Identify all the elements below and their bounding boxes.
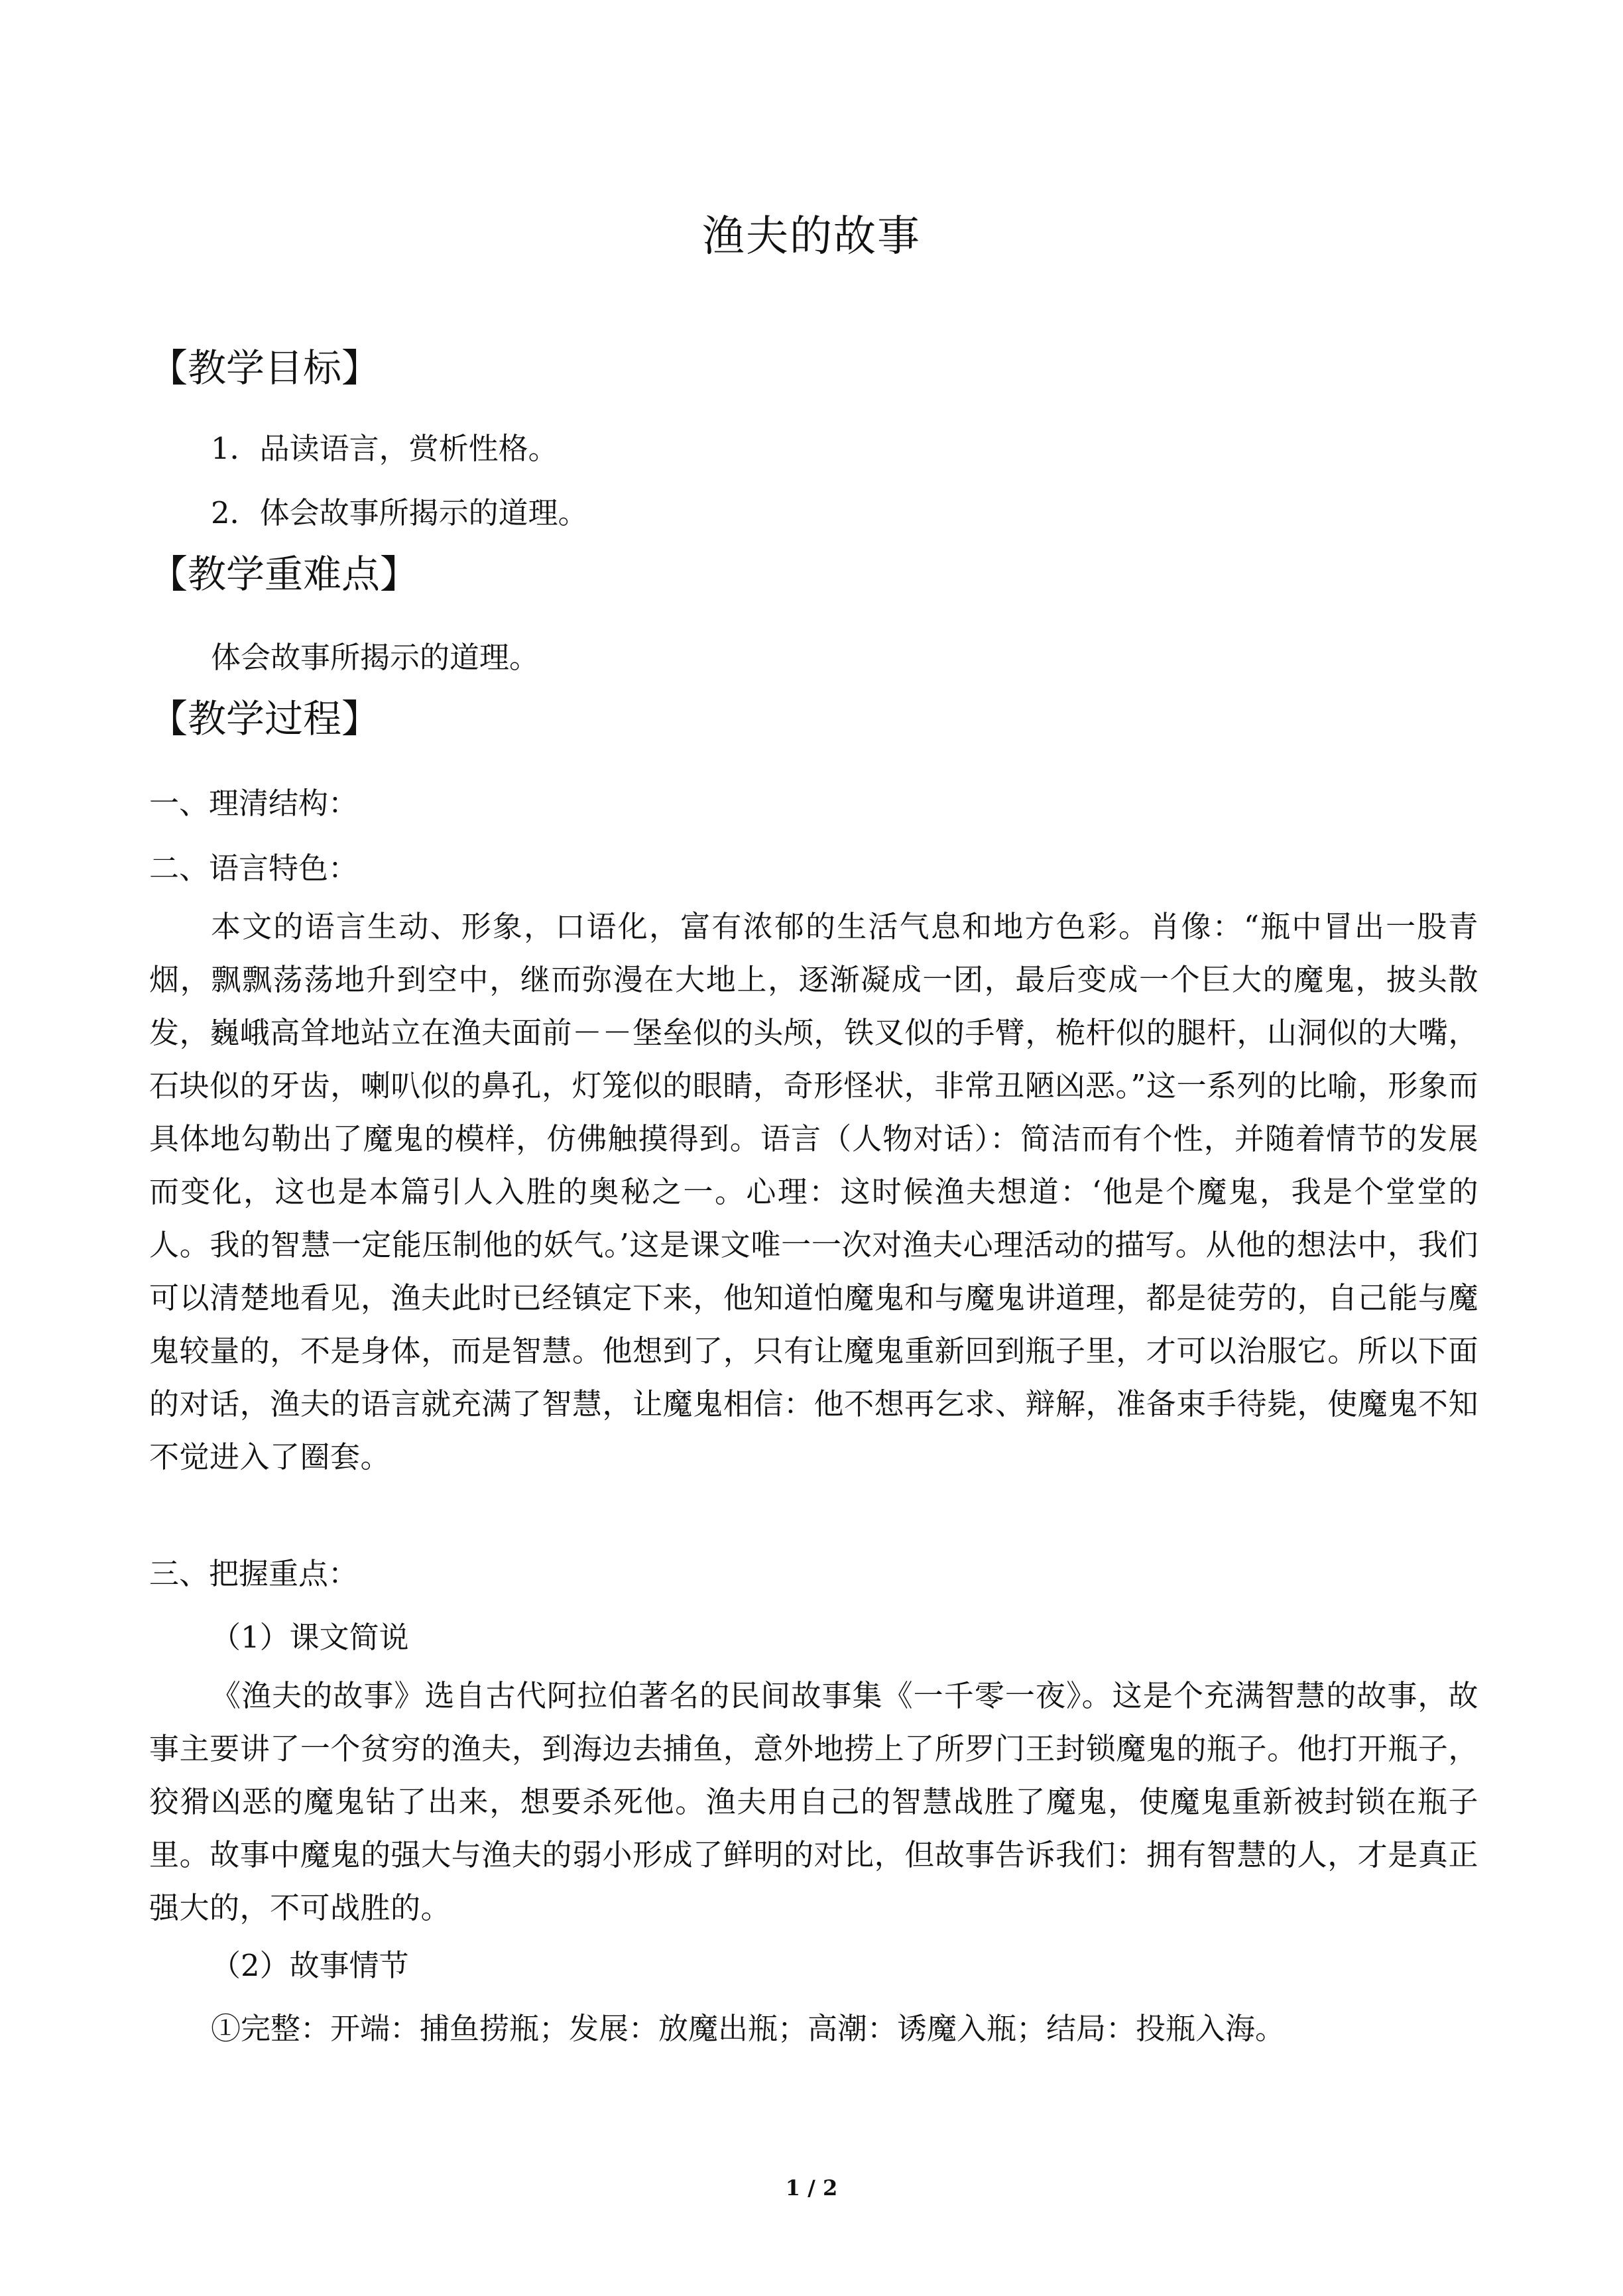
objectives-heading: 【教学目标】 [149,345,381,391]
subsection-plot: （2）故事情节 [211,1948,409,1983]
language-feature-paragraph: 本文的语言生动、形象，口语化，富有浓郁的生活气息和地方色彩。肖像：“瓶中冒出一股青烟，飘飘荡荡地升到空中，继而弥漫在大地上，逐渐凝成一团，最后变成一个巨大的魔鬼，披头散发，巍峨高耸地站立在渔夫面前－－堡垒似的头颅，铁叉似的手臂，桅杆似的腿杆，山洞似的大嘴，石块似的牙齿，喇叭似的鼻孔，灯笼似的眼睛，奇形怪状，非常丑陋凶恶。”这一系列的比喻，形象而具体地勾勒出了魔鬼的模样，仿佛触摸得到。语言（人物对话）：简洁而有个性，并随着情节的发展而变化，这也是本篇引人入胜的奥秘之一。心理：这时候渔夫想道：‘他是个魔鬼，我是个堂堂的人。我的智慧一定能压制他的妖气。’这是课文唯一一次对渔夫心理活动的描写。从他的想法中，我们可以清楚地看见，渔夫此时已经镇定下来，他知道怕魔鬼和与魔鬼讲道理，都是徒劳的，自己能与魔鬼较量的，不是身体，而是智慧。他想到了，只有让魔鬼重新回到瓶子里，才可以治服它。所以下面的对话，渔夫的语言就充满了智慧，让魔鬼相信：他不想再乞求、辩解，准备束手待毙，使魔鬼不知不觉进入了圈套。 [149,909,1478,1475]
process-step-2: 二、语言特色： [149,851,359,886]
process-step-3: 三、把握重点： [149,1556,359,1591]
objective-item-1: 1．品读语言，赏析性格。 [211,431,558,466]
subsection-text-summary: （1）课文简说 [211,1620,409,1655]
process-step-1: 一、理清结构： [149,786,359,821]
page-number: 1 / 2 [785,2175,838,2201]
plot-structure-line: ①完整：开端：捕鱼捞瓶；发展：放魔出瓶；高潮：诱魔入瓶；结局：投瓶入海。 [211,2011,1286,2046]
keypoint-item-1: 体会故事所揭示的道理。 [211,640,540,675]
document-title: 渔夫的故事 [702,212,921,261]
keypoints-heading: 【教学重难点】 [149,552,419,597]
objective-item-2: 2．体会故事所揭示的道理。 [211,495,588,530]
process-heading: 【教学过程】 [149,696,381,741]
summary-paragraph: 《渔夫的故事》选自古代阿拉伯著名的民间故事集《一千零一夜》。这是个充满智慧的故事，故事主要讲了一个贫穷的渔夫，到海边去捕鱼，意外地捞上了所罗门王封锁魔鬼的瓶子。他打开瓶子，狡猾凶恶的魔鬼钻了出来，想要杀死他。渔夫用自己的智慧战胜了魔鬼，使魔鬼重新被封锁在瓶子里。故事中魔鬼的强大与渔夫的弱小形成了鲜明的对比，但故事告诉我们：拥有智慧的人，才是真正强大的，不可战胜的。 [149,1678,1478,1925]
